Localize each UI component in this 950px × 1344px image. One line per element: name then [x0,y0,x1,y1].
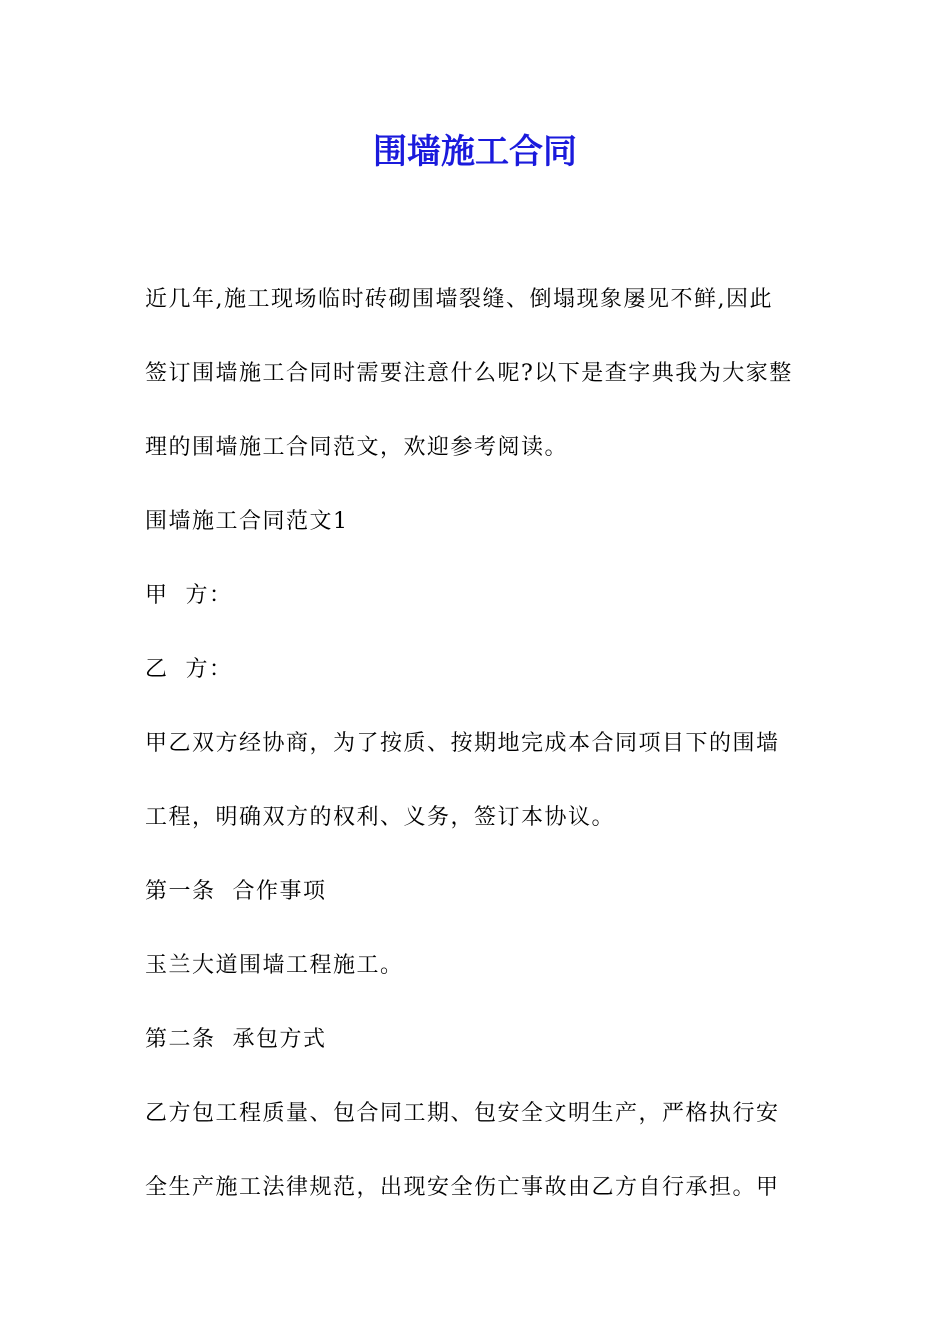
document-body [145,263,810,1225]
document-title: 围墙施工合同 [373,132,577,172]
paragraph-line: 玉兰大道围墙工程施工。 [145,953,404,978]
paragraph-line: 近几年,施工现场临时砖砌围墙裂缝、倒塌现象屡见不鲜,因此 [145,287,773,312]
paragraph-line: 签订围墙施工合同时需要注意什么呢?以下是查字典我为大家整 [145,361,793,386]
paragraph-line: 全生产施工法律规范，出现安全伤亡事故由乙方自行承担。甲 [145,1175,780,1200]
section-heading: 围墙施工合同范文1 [145,509,349,534]
article-heading: 第一条 合作事项 [145,879,327,904]
paragraph-line: 理的围墙施工合同范文，欢迎参考阅读。 [145,435,569,460]
paragraph-line: 乙方包工程质量、包合同工期、包安全文明生产，严格执行安 [145,1101,780,1126]
article-heading: 第二条 承包方式 [145,1027,327,1052]
paragraph-line: 甲乙双方经协商，为了按质、按期地完成本合同项目下的围墙 [145,731,780,756]
party-a-line: 甲 方： [145,583,233,608]
paragraph-line: 工程，明确双方的权利、义务，签订本协议。 [145,805,616,830]
party-b-line: 乙 方： [145,657,233,682]
